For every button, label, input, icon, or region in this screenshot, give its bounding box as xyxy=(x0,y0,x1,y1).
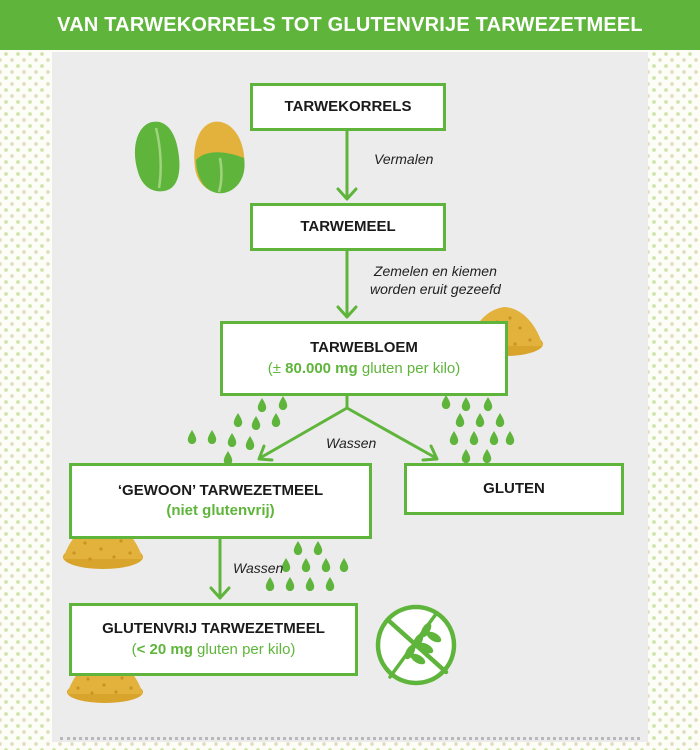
label-zemelen xyxy=(370,262,501,298)
box-tarwekorrels xyxy=(250,83,446,131)
box-tarwebloem xyxy=(220,321,508,396)
water-drops-icon xyxy=(188,396,287,465)
label-zemelen-line1: Zemelen en kiemen xyxy=(373,263,497,279)
subtext-part: gluten per kilo) xyxy=(192,640,296,658)
box-tarwekorrels-label: TARWEKORRELS xyxy=(284,97,412,115)
box-tarwebloem-subtext xyxy=(268,359,461,379)
subtext-part: gluten per kilo) xyxy=(357,359,461,377)
subtext-amount: < 20 mg xyxy=(136,640,193,658)
wheat-kernels-icon xyxy=(135,122,245,194)
box-glutenvrij-label: GLUTENVRIJ TARWEZETMEEL xyxy=(102,620,325,638)
box-glutenvrij-tarwezetmeel xyxy=(69,603,358,676)
label-wassen-lower: Wassen xyxy=(233,560,284,576)
box-tarwemeel-label: TARWEMEEL xyxy=(300,217,396,235)
box-gewoon-subtext xyxy=(166,501,274,521)
label-wassen-split: Wassen xyxy=(326,435,377,451)
subtext-amount: (niet glutenvrij) xyxy=(166,502,275,519)
subtext-part: (± xyxy=(267,359,286,377)
water-drops-icon xyxy=(442,395,514,463)
label-vermalen: Vermalen xyxy=(374,151,434,167)
box-glutenvrij-subtext xyxy=(132,640,296,660)
box-tarwemeel xyxy=(250,203,446,251)
box-gluten xyxy=(404,463,624,515)
box-gewoon-label: ‘GEWOON’ TARWEZETMEEL xyxy=(117,481,324,499)
label-zemelen-line2: worden eruit gezeefd xyxy=(370,281,501,298)
gluten-free-icon xyxy=(378,607,454,683)
subtext-part: ( xyxy=(131,640,137,658)
page-title: VAN TARWEKORRELS TOT GLUTENVRIJE TARWEZETMEEL xyxy=(0,0,700,50)
box-gluten-label: GLUTEN xyxy=(483,479,545,497)
box-gewoon-tarwezetmeel xyxy=(69,463,372,539)
subtext-amount: 80.000 mg xyxy=(285,359,358,377)
box-tarwebloem-label: TARWEBLOEM xyxy=(310,339,418,357)
